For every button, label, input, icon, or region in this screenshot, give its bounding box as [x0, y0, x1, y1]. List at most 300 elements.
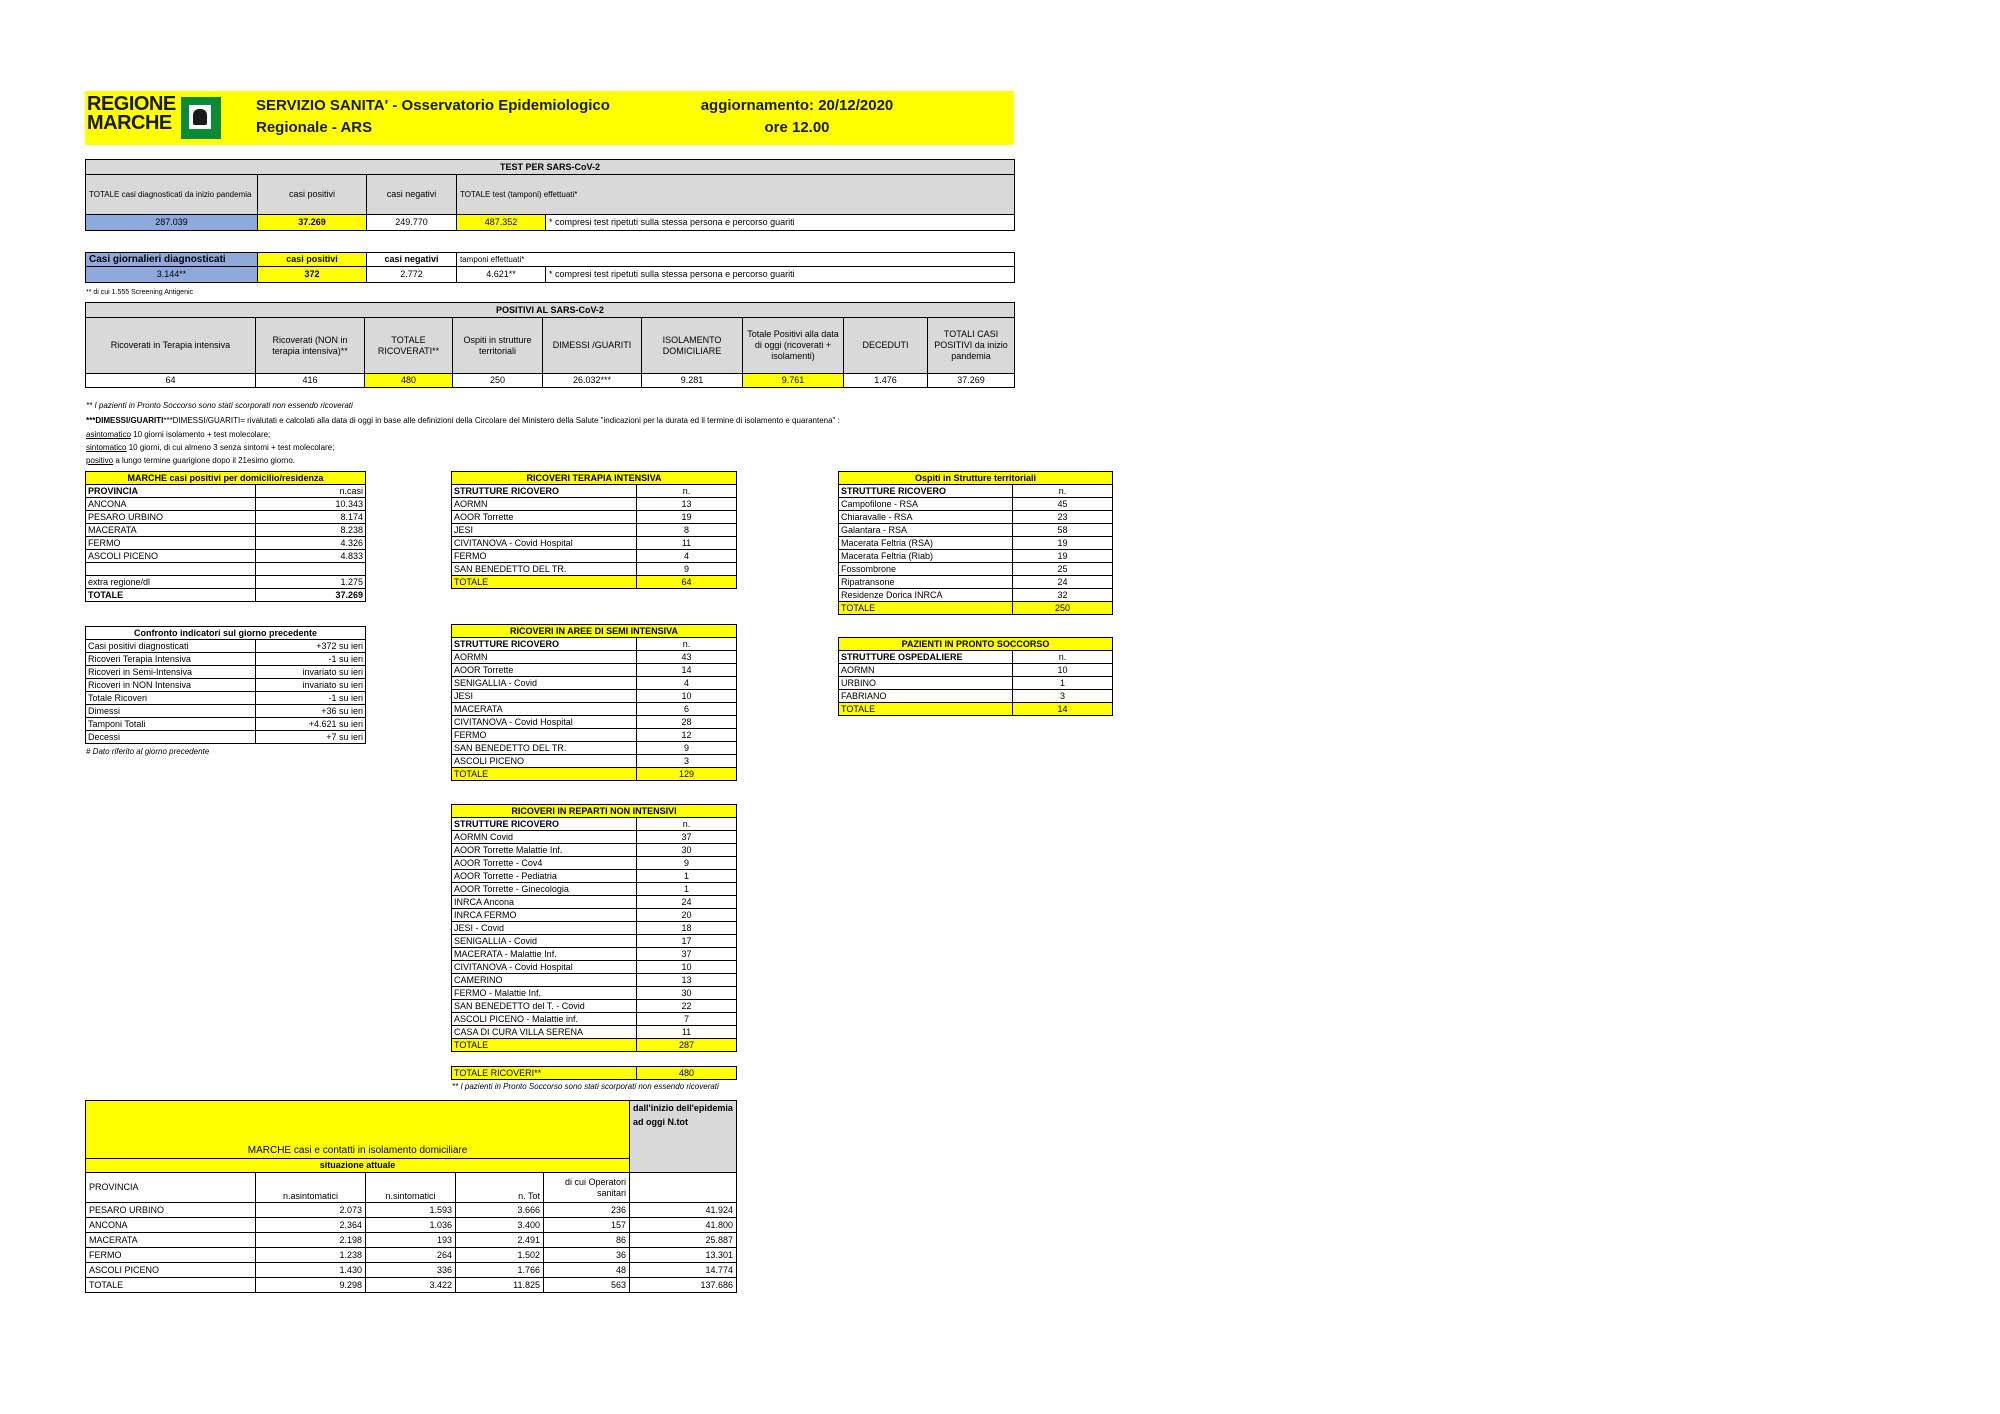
nonint-row-label: CAMERINO [452, 974, 637, 987]
provincia-col1: PROVINCIA [86, 485, 256, 498]
update-line2: ore 12.00 [764, 119, 830, 136]
ps-row [839, 664, 1113, 677]
iso-cell: 1.502 [456, 1248, 544, 1263]
iso-cell: 2.198 [256, 1233, 366, 1248]
pos-header-ti: Ricoverati in Terapia intensiva [86, 318, 256, 374]
iso-cell: 1.766 [456, 1263, 544, 1278]
test-title: TEST PER SARS-CoV-2 [86, 160, 1015, 175]
nonint-row-value: 7 [637, 1013, 737, 1026]
provincia-row [86, 498, 366, 511]
ti-row-value: 11 [637, 537, 737, 550]
ti-row [452, 498, 737, 511]
update-date [682, 95, 912, 139]
pos-header-dimessi: DIMESSI /GUARITI [543, 318, 642, 374]
iso-total-cell: TOTALE [86, 1278, 256, 1293]
isolamento-side-header: dall'inizio dell'epidemia ad oggi N.tot [630, 1101, 737, 1173]
test-header-positivi: casi positivi [258, 175, 367, 215]
ospiti-col2: n. [1013, 485, 1113, 498]
ti-row [452, 563, 737, 576]
iso-header-provincia: PROVINCIA [86, 1173, 256, 1203]
nonint-row [452, 974, 737, 987]
semi-row [452, 755, 737, 768]
semi-row [452, 664, 737, 677]
iso-cell: 86 [544, 1233, 630, 1248]
semi-row-value: 4 [637, 677, 737, 690]
logo-line2: MARCHE [87, 112, 172, 134]
note-asintomatico-label: asintomatico [86, 430, 131, 439]
ps-title: PAZIENTI IN PRONTO SOCCORSO [839, 638, 1113, 651]
title-line1: SERVIZIO SANITA' - Osservatorio Epidemiologico [256, 97, 610, 114]
confronto-row [86, 731, 366, 744]
semi-table [451, 624, 737, 781]
pos-header-non-ti: Ricoverati (NON in terapia intensiva)** [256, 318, 365, 374]
semi-col2: n. [637, 638, 737, 651]
semi-row [452, 729, 737, 742]
provincia-table [85, 471, 366, 602]
note-positivo-text: a lungo termine guarigione dopo il 21esimo giorno. [113, 456, 296, 465]
provincia-row [86, 537, 366, 550]
nonint-row-value: 1 [637, 870, 737, 883]
report-header [85, 91, 1014, 145]
nonint-row-value: 37 [637, 948, 737, 961]
nonint-row-value: 30 [637, 987, 737, 1000]
nonint-row [452, 961, 737, 974]
confronto-row-value: +4.621 su ieri [256, 718, 366, 731]
semi-row [452, 690, 737, 703]
nonint-row-value: 13 [637, 974, 737, 987]
daily-header-casi: Casi giornalieri diagnosticati [86, 253, 258, 267]
ti-row-label: CIVITANOVA - Covid Hospital [452, 537, 637, 550]
ospiti-row-value: 32 [1013, 589, 1113, 602]
ospiti-row-label: Campofilone - RSA [839, 498, 1013, 511]
grand-total-table [451, 1066, 737, 1080]
ps-row [839, 690, 1113, 703]
ti-total: 64 [637, 576, 737, 589]
provincia-total-label: TOTALE [86, 589, 256, 602]
ospiti-title: Ospiti in Strutture territoriali [839, 472, 1113, 485]
ospiti-col1: STRUTTURE RICOVERO [839, 485, 1013, 498]
confronto-row-value: +7 su ieri [256, 731, 366, 744]
note-pronto-soccorso: ** I pazienti in Pronto Soccorso sono stati scorporati non essendo ricoverati [86, 401, 353, 410]
grand-total-label: TOTALE RICOVERI** [452, 1067, 637, 1080]
iso-cell: 2.491 [456, 1233, 544, 1248]
nonint-row-label: MACERATA - Malattie Inf. [452, 948, 637, 961]
provincia-row-label: ANCONA [86, 498, 256, 511]
nonint-row-value: 18 [637, 922, 737, 935]
logo-line1: REGIONE [87, 93, 176, 115]
pos-header-tot-casi: TOTALI CASI POSITIVI da inizio pandemia [928, 318, 1015, 374]
nonint-row-label: INRCA FERMO [452, 909, 637, 922]
iso-cell: 13.301 [630, 1248, 737, 1263]
provincia-row-value: 4.833 [256, 550, 366, 563]
semi-row-value: 6 [637, 703, 737, 716]
daily-note: * compresi test ripetuti sulla stessa persona e percorso guariti [546, 267, 1015, 283]
semi-col1: STRUTTURE RICOVERO [452, 638, 637, 651]
iso-cell: ANCONA [86, 1218, 256, 1233]
ti-row [452, 537, 737, 550]
confronto-row [86, 718, 366, 731]
nonint-row [452, 987, 737, 1000]
ospiti-row-value: 19 [1013, 537, 1113, 550]
ospiti-row-value: 25 [1013, 563, 1113, 576]
ti-title: RICOVERI TERAPIA INTENSIVA [452, 472, 737, 485]
pos-value-dimessi: 26.032*** [543, 374, 642, 388]
ospiti-row [839, 550, 1113, 563]
test-header-negativi: casi negativi [367, 175, 457, 215]
iso-total-row [86, 1278, 737, 1293]
iso-header-empty [630, 1173, 737, 1203]
semi-row [452, 742, 737, 755]
semi-row-value: 28 [637, 716, 737, 729]
provincia-row [86, 550, 366, 563]
semi-row-value: 3 [637, 755, 737, 768]
ti-col2: n. [637, 485, 737, 498]
nonint-row [452, 844, 737, 857]
nonint-row-label: JESI - Covid [452, 922, 637, 935]
nonint-row-label: AOOR Torrette Malattie Inf. [452, 844, 637, 857]
ti-row-label: JESI [452, 524, 637, 537]
iso-row [86, 1203, 737, 1218]
confronto-row-label: Totale Ricoveri [86, 692, 256, 705]
ospiti-table [838, 471, 1113, 615]
iso-cell: 3.400 [456, 1218, 544, 1233]
confronto-row-label: Tamponi Totali [86, 718, 256, 731]
iso-cell: 41.800 [630, 1218, 737, 1233]
provincia-row-value: 8.174 [256, 511, 366, 524]
nonint-total: 287 [637, 1039, 737, 1052]
test-value-tamponi: 487.352 [457, 215, 546, 231]
nonint-row-label: CASA DI CURA VILLA SERENA [452, 1026, 637, 1039]
semi-total: 129 [637, 768, 737, 781]
nonint-row-value: 24 [637, 896, 737, 909]
iso-cell: 264 [366, 1248, 456, 1263]
ospiti-row-label: Residenze Dorica INRCA [839, 589, 1013, 602]
test-header-total: TOTALE casi diagnosticati da inizio pandemia [86, 175, 258, 215]
pos-header-ospiti: Ospiti in strutture territoriali [453, 318, 543, 374]
confronto-note: # Dato riferito al giorno precedente [86, 747, 210, 756]
daily-header-negativi: casi negativi [367, 253, 457, 267]
iso-cell: PESARO URBINO [86, 1203, 256, 1218]
iso-cell: MACERATA [86, 1233, 256, 1248]
note-sintomatico [86, 443, 334, 453]
iso-header-asintomatici: n.asintomatici [256, 1173, 366, 1203]
ospiti-row [839, 576, 1113, 589]
iso-cell: 2.364 [256, 1218, 366, 1233]
ti-row [452, 511, 737, 524]
test-header-tamponi: TOTALE test (tamponi) effettuati* [457, 175, 1015, 215]
confronto-row [86, 653, 366, 666]
nonint-row [452, 870, 737, 883]
pos-value-ospiti: 250 [453, 374, 543, 388]
pos-value-tot-casi: 37.269 [928, 374, 1015, 388]
nonint-row-value: 9 [637, 857, 737, 870]
ospiti-row [839, 524, 1113, 537]
semi-row-value: 10 [637, 690, 737, 703]
confronto-row-value: +372 su ieri [256, 640, 366, 653]
daily-value-negativi: 2.772 [367, 267, 457, 283]
provincia-row-label: PESARO URBINO [86, 511, 256, 524]
nonint-row-label: SAN BENEDETTO del T. - Covid [452, 1000, 637, 1013]
ps-table [838, 637, 1113, 716]
note-dimessi-text: ***DIMESSI/GUARITI= rivalutati e calcolati alla data di oggi in base alle definizioni della Circolare del Ministero della Salute "indicazioni per la durata ed il termine di isolamento e quarantena" : [163, 416, 840, 425]
nonint-row [452, 922, 737, 935]
note-sintomatico-label: sintomatico [86, 443, 127, 452]
ospiti-row [839, 563, 1113, 576]
iso-cell: 36 [544, 1248, 630, 1263]
ps-row-value: 10 [1013, 664, 1113, 677]
provincia-row-value: 10.343 [256, 498, 366, 511]
pos-header-tot-pos: Totale Positivi alla data di oggi (ricoverati + isolamenti) [743, 318, 844, 374]
confronto-table [85, 626, 366, 744]
semi-row [452, 677, 737, 690]
ti-row-value: 4 [637, 550, 737, 563]
nonint-row-value: 17 [637, 935, 737, 948]
ospiti-row-label: Fossombrone [839, 563, 1013, 576]
iso-cell: 1.036 [366, 1218, 456, 1233]
semi-row-value: 14 [637, 664, 737, 677]
grand-total: 480 [637, 1067, 737, 1080]
confronto-row-value: -1 su ieri [256, 692, 366, 705]
confronto-row-label: Casi positivi diagnosticati [86, 640, 256, 653]
nonint-row-label: CIVITANOVA - Covid Hospital [452, 961, 637, 974]
note-dimessi: ***DIMESSI/GUARITI***DIMESSI/GUARITI= rivalutati e calcolati alla data di oggi in base alle definizioni della Circolare del Ministero della Salute "indicazioni per la durata ed il termine di isolamento e quarantena" : [86, 416, 840, 425]
note-positivo-label: positivo [86, 456, 114, 465]
iso-header-tot: n. Tot [456, 1173, 544, 1203]
nonint-row-value: 1 [637, 883, 737, 896]
confronto-title: Confronto indicatori sul giorno precedente [86, 627, 366, 640]
provincia-row-label: MACERATA [86, 524, 256, 537]
confronto-row-label: Ricoveri Terapia Intensiva [86, 653, 256, 666]
semi-row-label: SENIGALLIA - Covid [452, 677, 637, 690]
ps-row-value: 1 [1013, 677, 1113, 690]
daily-table [85, 252, 1015, 283]
semi-row [452, 716, 737, 729]
regione-marche-logo [87, 94, 247, 142]
ospiti-row-value: 45 [1013, 498, 1113, 511]
ti-row-value: 8 [637, 524, 737, 537]
test-value-total: 287.039 [86, 215, 258, 231]
nonint-row [452, 857, 737, 870]
pos-value-isolamento: 9.281 [642, 374, 743, 388]
iso-cell: 14.774 [630, 1263, 737, 1278]
iso-total-cell: 9.298 [256, 1278, 366, 1293]
nonint-row-label: AORMN Covid [452, 831, 637, 844]
ospiti-row-label: Macerata Feltria (Riab) [839, 550, 1013, 563]
iso-cell: ASCOLI PICENO [86, 1263, 256, 1278]
iso-total-cell: 563 [544, 1278, 630, 1293]
ps-row-label: URBINO [839, 677, 1013, 690]
note-sintomatico-text: 10 giorni, di cui almeno 3 senza sintomi + test molecolare; [126, 443, 335, 452]
iso-cell: 236 [544, 1203, 630, 1218]
provincia-row [86, 563, 366, 576]
semi-row-value: 43 [637, 651, 737, 664]
ospiti-row [839, 511, 1113, 524]
test-table [85, 159, 1015, 231]
isolamento-title: MARCHE casi e contatti in isolamento domiciliare [86, 1101, 630, 1159]
iso-total-cell: 137.686 [630, 1278, 737, 1293]
nonint-table [451, 804, 737, 1052]
test-value-positivi: 37.269 [258, 215, 367, 231]
iso-row [86, 1248, 737, 1263]
provincia-row [86, 511, 366, 524]
iso-cell: 157 [544, 1218, 630, 1233]
ti-row-value: 13 [637, 498, 737, 511]
iso-cell: 1.238 [256, 1248, 366, 1263]
ps-col1: STRUTTURE OSPEDALIERE [839, 651, 1013, 664]
confronto-row-value: invariato su ieri [256, 666, 366, 679]
note-asintomatico [86, 430, 270, 440]
ps-row-label: FABRIANO [839, 690, 1013, 703]
ps-row-value: 3 [1013, 690, 1113, 703]
pos-header-tot-ric: TOTALE RICOVERATI** [365, 318, 453, 374]
provincia-row-value: 4.326 [256, 537, 366, 550]
ps-row-label: AORMN [839, 664, 1013, 677]
ospiti-row-value: 19 [1013, 550, 1113, 563]
isolamento-subtitle: situazione attuale [86, 1159, 630, 1173]
ospiti-row-value: 24 [1013, 576, 1113, 589]
nonint-row [452, 896, 737, 909]
ti-row [452, 550, 737, 563]
iso-cell: 1.430 [256, 1263, 366, 1278]
pos-value-ti: 64 [86, 374, 256, 388]
ospiti-row [839, 589, 1113, 602]
semi-row-label: ASCOLI PICENO [452, 755, 637, 768]
ti-row-value: 9 [637, 563, 737, 576]
coat-of-arms-icon [181, 97, 221, 139]
note-asintomatico-text: 10 giorni isolamento + test molecolare; [130, 430, 271, 439]
semi-row [452, 651, 737, 664]
semi-row-label: AOOR Torrette [452, 664, 637, 677]
positivi-title: POSITIVI AL SARS-CoV-2 [86, 303, 1015, 318]
nonint-row-value: 20 [637, 909, 737, 922]
test-value-negativi: 249.770 [367, 215, 457, 231]
semi-row-value: 9 [637, 742, 737, 755]
iso-cell: FERMO [86, 1248, 256, 1263]
ospiti-row-value: 58 [1013, 524, 1113, 537]
confronto-row [86, 666, 366, 679]
note-positivo [86, 456, 295, 466]
iso-row [86, 1263, 737, 1278]
nonint-row [452, 831, 737, 844]
pos-value-non-ti: 416 [256, 374, 365, 388]
nonint-row-value: 37 [637, 831, 737, 844]
nonint-row-label: SENIGALLIA - Covid [452, 935, 637, 948]
provincia-row-value: 8.238 [256, 524, 366, 537]
nonint-row-label: FERMO - Malattie Inf. [452, 987, 637, 1000]
iso-cell: 48 [544, 1263, 630, 1278]
daily-footnote: ** di cui 1.555 Screening Antigenic [86, 289, 194, 296]
ospiti-row-label: Ripatransone [839, 576, 1013, 589]
ospiti-row [839, 498, 1113, 511]
daily-value-positivi: 372 [258, 267, 367, 283]
nonint-total-label: TOTALE [452, 1039, 637, 1052]
iso-cell: 41.924 [630, 1203, 737, 1218]
provincia-row-value [256, 563, 366, 576]
ti-col1: STRUTTURE RICOVERO [452, 485, 637, 498]
daily-value-tamponi: 4.621** [457, 267, 546, 283]
provincia-row-label [86, 563, 256, 576]
nonint-row-value: 22 [637, 1000, 737, 1013]
confronto-row-label: Decessi [86, 731, 256, 744]
nonint-col2: n. [637, 818, 737, 831]
semi-row [452, 703, 737, 716]
iso-header-sintomatici: n.sintomatici [366, 1173, 456, 1203]
ps-total: 14 [1013, 703, 1113, 716]
confronto-row-label: Ricoveri in NON Intensiva [86, 679, 256, 692]
nonint-row-value: 11 [637, 1026, 737, 1039]
nonint-row [452, 1000, 737, 1013]
nonint-row [452, 1013, 737, 1026]
ps-row [839, 677, 1113, 690]
provincia-row-label: FERMO [86, 537, 256, 550]
confronto-row [86, 679, 366, 692]
iso-cell: 193 [366, 1233, 456, 1248]
confronto-row [86, 705, 366, 718]
iso-cell: 1.593 [366, 1203, 456, 1218]
provincia-row [86, 524, 366, 537]
semi-row-label: AORMN [452, 651, 637, 664]
pos-value-deceduti: 1.476 [844, 374, 928, 388]
nonint-row-label: AOOR Torrette - Cov4 [452, 857, 637, 870]
semi-row-label: CIVITANOVA - Covid Hospital [452, 716, 637, 729]
report-title [256, 95, 610, 139]
ps-total-label: TOTALE [839, 703, 1013, 716]
nonint-note: ** I pazienti in Pronto Soccorso sono stati scorporati non essendo ricoverati [452, 1082, 719, 1091]
positivi-table [85, 302, 1015, 388]
nonint-row-value: 30 [637, 844, 737, 857]
nonint-title: RICOVERI IN REPARTI NON INTENSIVI [452, 805, 737, 818]
ospiti-total-label: TOTALE [839, 602, 1013, 615]
confronto-row-value: invariato su ieri [256, 679, 366, 692]
provincia-col2: n.casi [256, 485, 366, 498]
confronto-row-value: +36 su ieri [256, 705, 366, 718]
nonint-row [452, 883, 737, 896]
semi-row-label: FERMO [452, 729, 637, 742]
ospiti-total: 250 [1013, 602, 1113, 615]
title-line2: Regionale - ARS [256, 119, 373, 136]
daily-header-tamponi: tamponi effettuati* [457, 253, 1015, 267]
ti-row-value: 19 [637, 511, 737, 524]
isolamento-table [85, 1100, 737, 1293]
semi-row-label: JESI [452, 690, 637, 703]
iso-cell: 25.887 [630, 1233, 737, 1248]
daily-value-casi: 3.144** [86, 267, 258, 283]
test-note: * compresi test ripetuti sulla stessa persona e percorso guariti [546, 215, 1015, 231]
ospiti-row-label: Macerata Feltria (RSA) [839, 537, 1013, 550]
nonint-row-value: 10 [637, 961, 737, 974]
ps-col2: n. [1013, 651, 1113, 664]
semi-total-label: TOTALE [452, 768, 637, 781]
ti-row-label: SAN BENEDETTO DEL TR. [452, 563, 637, 576]
confronto-row [86, 640, 366, 653]
confronto-row [86, 692, 366, 705]
iso-total-cell: 3.422 [366, 1278, 456, 1293]
nonint-row-label: AOOR Torrette - Pediatria [452, 870, 637, 883]
semi-row-value: 12 [637, 729, 737, 742]
confronto-row-value: -1 su ieri [256, 653, 366, 666]
update-line1: aggiornamento: 20/12/2020 [700, 97, 894, 114]
provincia-title: MARCHE casi positivi per domicilio/residenza [86, 472, 366, 485]
iso-cell: 336 [366, 1263, 456, 1278]
ti-total-label: TOTALE [452, 576, 637, 589]
iso-total-cell: 11.825 [456, 1278, 544, 1293]
semi-row-label: MACERATA [452, 703, 637, 716]
confronto-row-label: Dimessi [86, 705, 256, 718]
semi-title: RICOVERI IN AREE DI SEMI INTENSIVA [452, 625, 737, 638]
ospiti-row-label: Galantara - RSA [839, 524, 1013, 537]
nonint-row [452, 948, 737, 961]
ti-row [452, 524, 737, 537]
